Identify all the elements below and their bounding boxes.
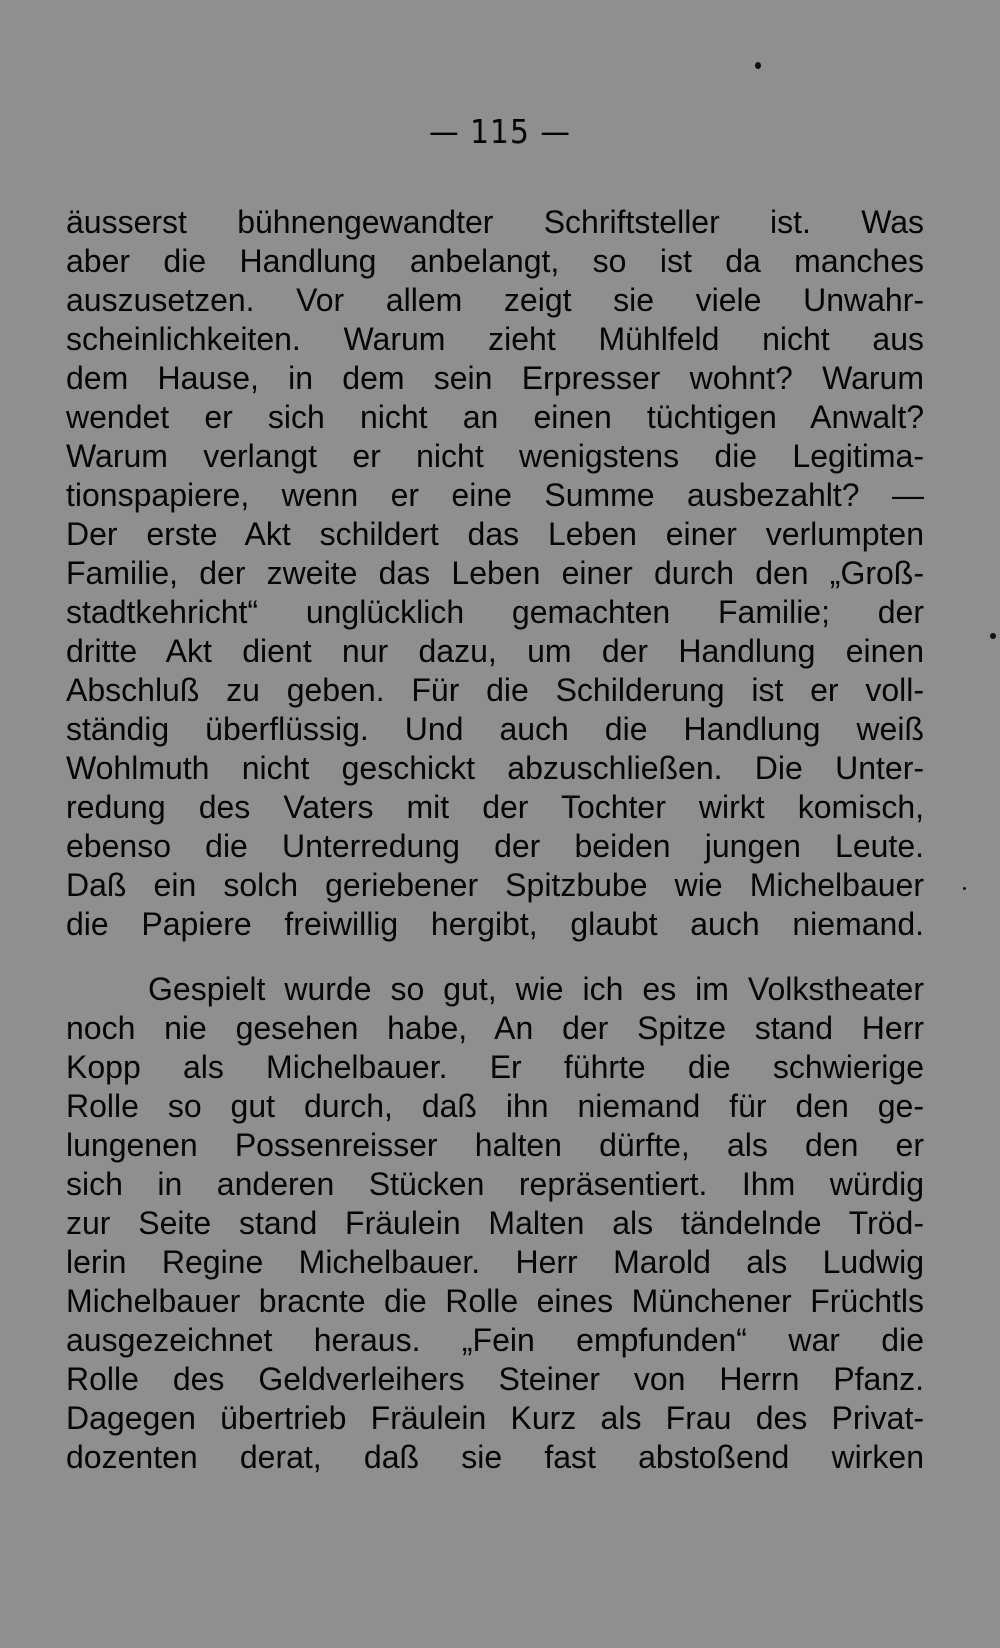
text-line: Gespielt wurde so gut, wie ich es im Volkstheater — [148, 971, 924, 1007]
text-line: dozenten derat, daß sie fast abstoßend wirken — [66, 1439, 924, 1475]
text-line: Wohlmuth nicht geschickt abzuschließen. Die Unter- — [66, 750, 924, 786]
text-line: tionspapiere, wenn er eine Summe ausbezahlt? — — [66, 477, 924, 513]
text-line: Michelbauer bracnte die Rolle eines Münchener Früchtls — [66, 1283, 924, 1319]
text-line: Warum verlangt er nicht wenigstens die Legitima- — [66, 438, 924, 474]
text-line: Dagegen übertrieb Fräulein Kurz als Frau des Privat- — [66, 1400, 924, 1436]
text-line: lungenen Possenreisser halten dürfte, als den er — [66, 1127, 924, 1163]
scan-speck — [755, 62, 761, 69]
text-line: zur Seite stand Fräulein Malten als tändelnde Tröd- — [66, 1205, 924, 1241]
text-line: Familie, der zweite das Leben einer durch den „Groß- — [66, 555, 924, 591]
scan-speck — [990, 633, 996, 639]
text-line: ebenso die Unterredung der beiden jungen Leute. — [66, 828, 924, 864]
text-line: Rolle des Geldverleihers Steiner von Herrn Pfanz. — [66, 1361, 924, 1397]
text-line: sich in anderen Stücken repräsentiert. Ihm würdig — [66, 1166, 924, 1202]
paragraph-1 — [66, 203, 924, 944]
text-line: Daß ein solch geriebener Spitzbube wie Michelbauer — [66, 867, 924, 903]
text-line: Abschluß zu geben. Für die Schilderung ist er voll- — [66, 672, 924, 708]
text-line: äusserst bühnengewandter Schriftsteller ist. Was — [66, 204, 924, 240]
text-line: die Papiere freiwillig hergibt, glaubt auch niemand. — [66, 906, 924, 942]
text-line: scheinlichkeiten. Warum zieht Mühlfeld nicht aus — [66, 321, 924, 357]
paragraph-2 — [66, 970, 924, 1477]
scan-speck — [963, 887, 966, 890]
text-line: ausgezeichnet heraus. „Fein empfunden“ war die — [66, 1322, 924, 1358]
text-line: lerin Regine Michelbauer. Herr Marold als Ludwig — [66, 1244, 924, 1280]
text-line: stadtkehricht“ unglücklich gemachten Familie; der — [66, 594, 924, 630]
text-line: aber die Handlung anbelangt, so ist da manches — [66, 243, 924, 279]
text-line: noch nie gesehen habe, An der Spitze stand Herr — [66, 1010, 924, 1046]
text-line: wendet er sich nicht an einen tüchtigen Anwalt? — [66, 399, 924, 435]
text-line: ständig überflüssig. Und auch die Handlung weiß — [66, 711, 924, 747]
text-line: auszusetzen. Vor allem zeigt sie viele Unwahr- — [66, 282, 924, 318]
page-number: — 115 — — [429, 112, 571, 151]
text-line: redung des Vaters mit der Tochter wirkt komisch, — [66, 789, 924, 825]
text-line: dritte Akt dient nur dazu, um der Handlung einen — [66, 633, 924, 669]
text-line: Rolle so gut durch, daß ihn niemand für den ge- — [66, 1088, 924, 1124]
text-line: dem Hause, in dem sein Erpresser wohnt? Warum — [66, 360, 924, 396]
text-line: Der erste Akt schildert das Leben einer verlumpten — [66, 516, 924, 552]
text-line: Kopp als Michelbauer. Er führte die schwierige — [66, 1049, 924, 1085]
